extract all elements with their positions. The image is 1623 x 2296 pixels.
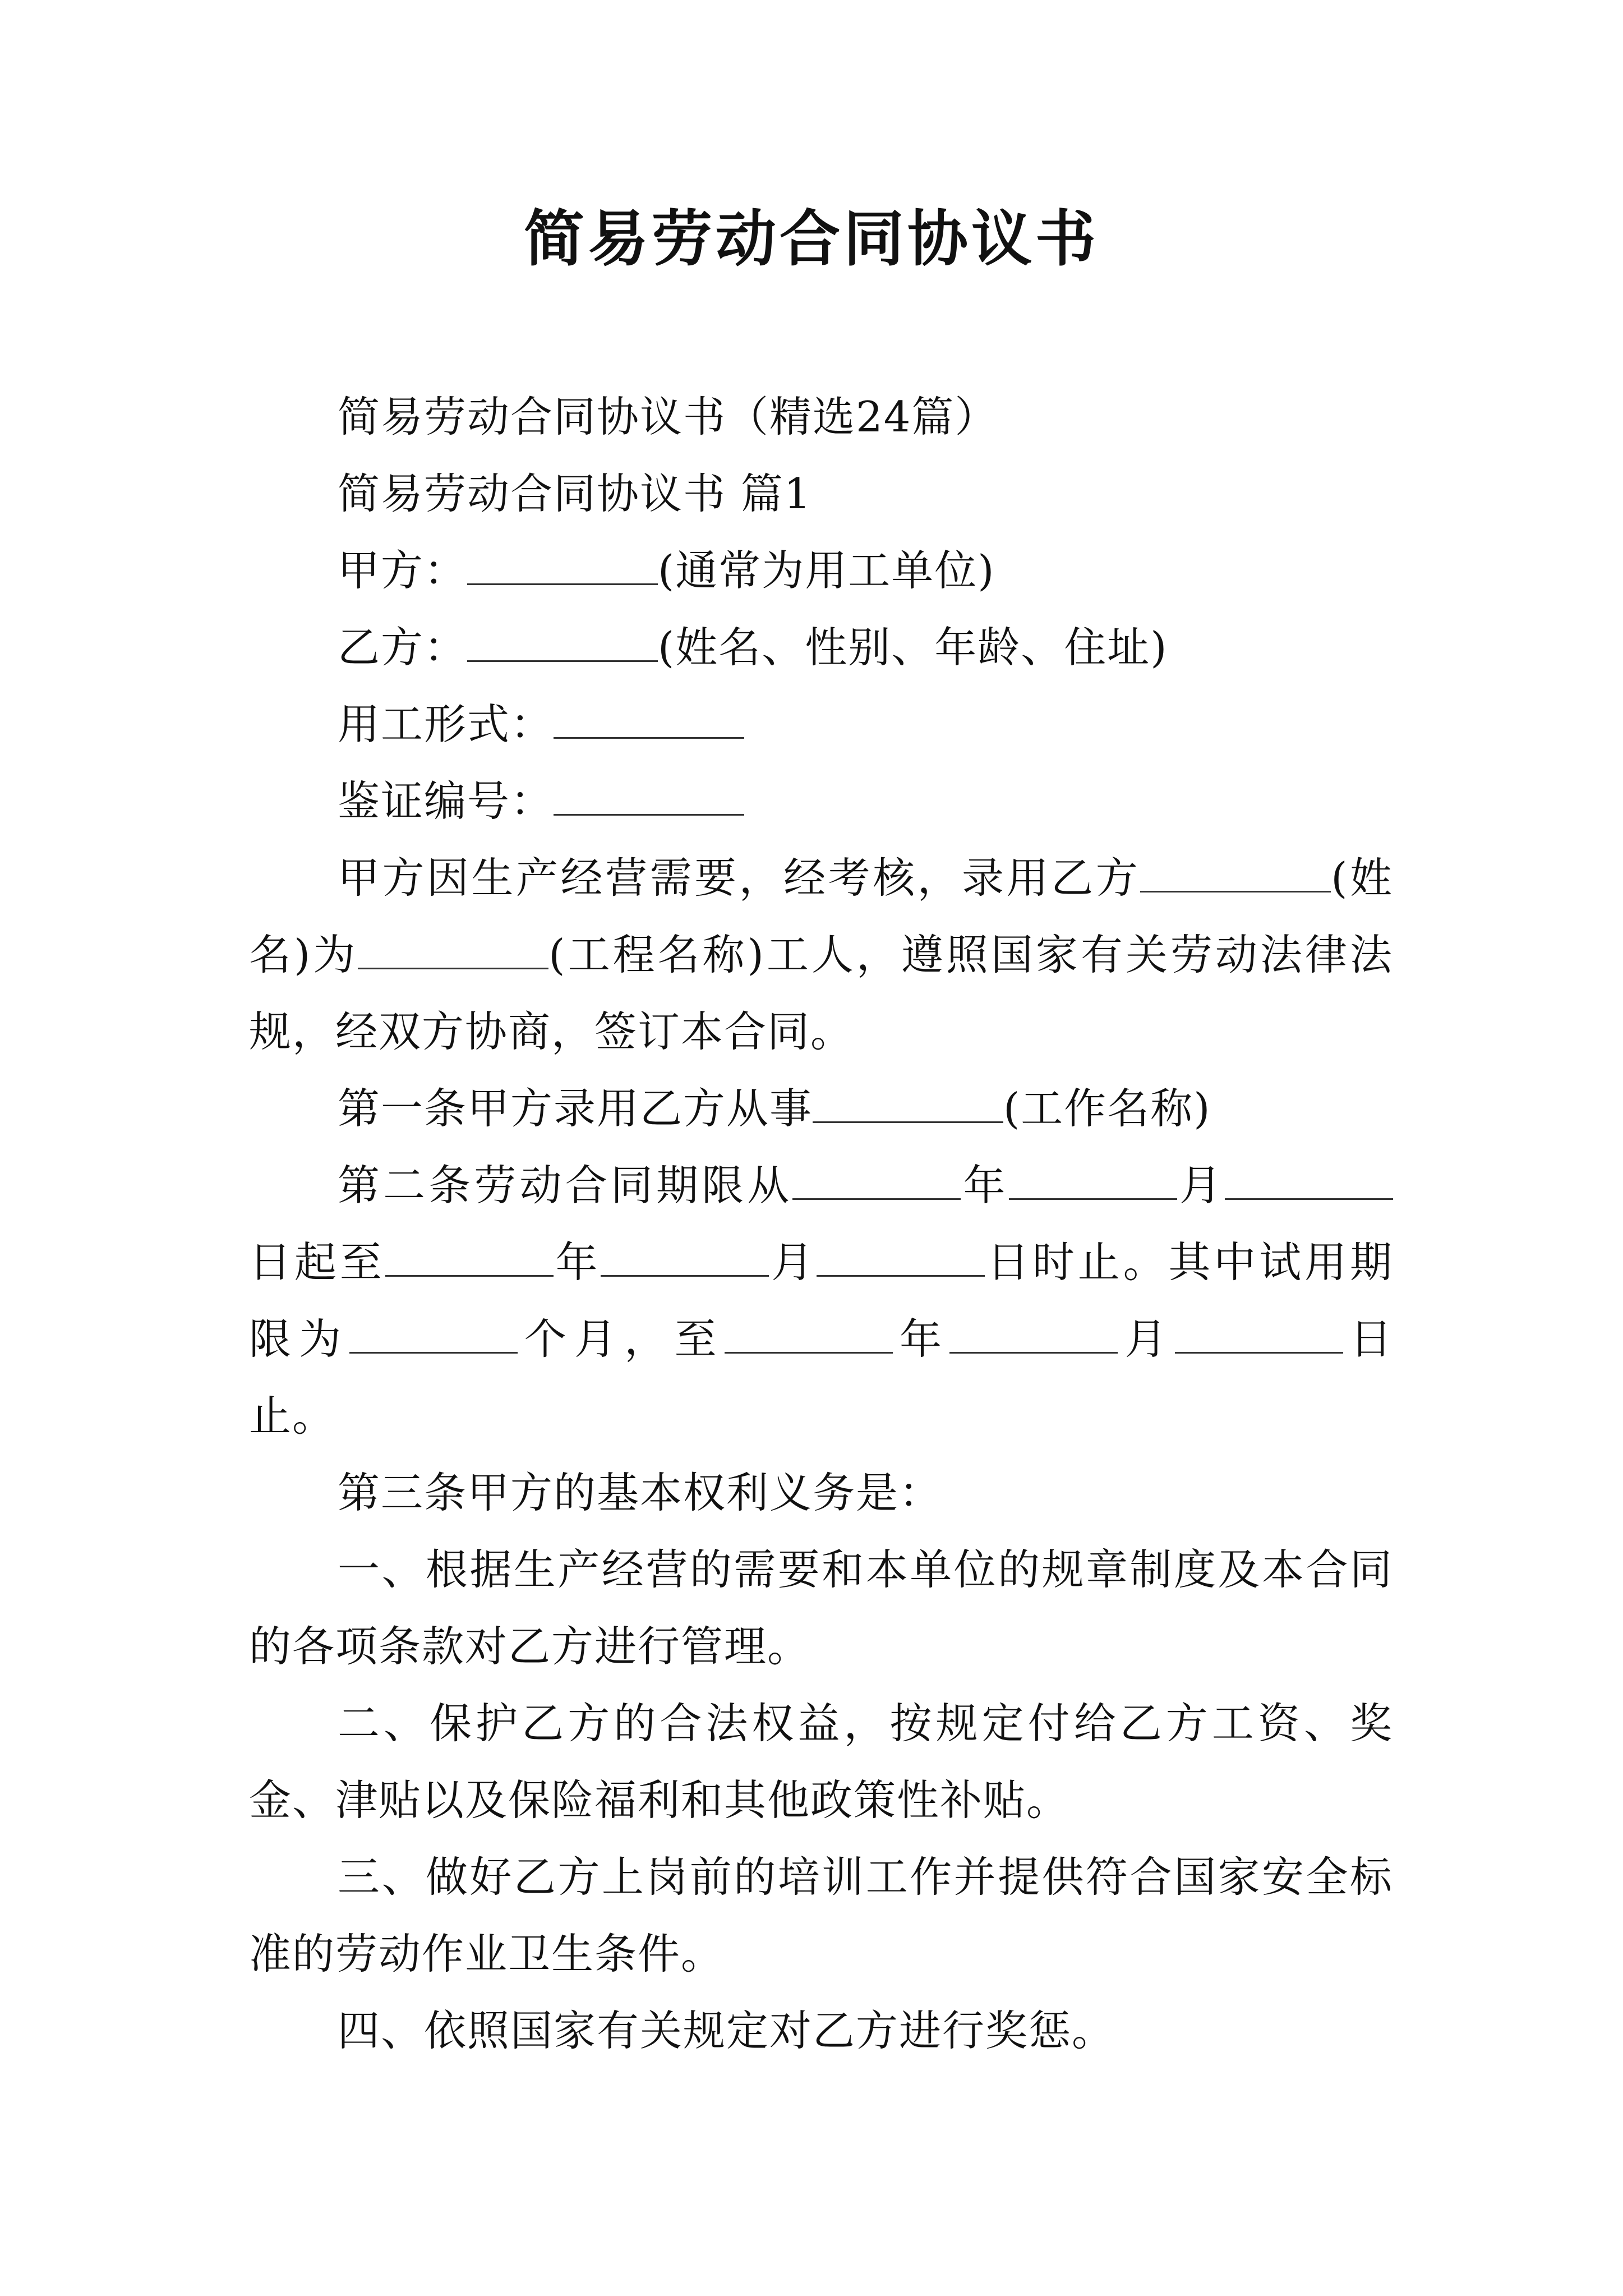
- item2-text: 二、保护乙方的合法权益，按规定付给乙方工资、奖金、津贴以及保险福利和其他政策性补贴。: [249, 1699, 1393, 1825]
- article-3-item-1: [249, 1531, 1393, 1685]
- article2-year2-label: 年: [553, 1237, 601, 1287]
- document-title: 简易劳动合同协议书: [523, 204, 1099, 274]
- article2-day3-label: 日止。: [249, 1314, 1393, 1441]
- certification-no-line: [249, 763, 1393, 840]
- article2-trial-day-blank: [1175, 1319, 1343, 1354]
- article2-month2-label: 月: [769, 1237, 817, 1287]
- employment-form-line: [249, 686, 1393, 763]
- party-b-label: 乙方：: [338, 623, 468, 672]
- employment-form-blank: [554, 705, 744, 739]
- section-heading-text: 简易劳动合同协议书 篇1: [338, 469, 812, 518]
- intro-part3: (工程名称)工人，遵照国家有关劳动法律法规，经双方协商，签订本合同。: [249, 930, 1393, 1056]
- intro-project-blank: [358, 935, 548, 969]
- party-a-note: (通常为用工单位): [658, 546, 995, 595]
- item4-text: 四、依照国家有关规定对乙方进行奖惩。: [338, 2006, 1115, 2055]
- party-a-line: [249, 532, 1393, 609]
- party-b-note: (姓名、性别、年龄、住址): [658, 623, 1168, 672]
- article2-start-year-blank: [792, 1166, 961, 1200]
- article2-day-end-label: 日时止。其中试用期限为: [249, 1237, 1393, 1364]
- article2-trial-year-blank: [725, 1319, 893, 1354]
- article2-month-label: 月: [1177, 1161, 1225, 1210]
- subtitle: [249, 379, 1393, 455]
- article-2: [249, 1147, 1393, 1455]
- article-3-heading: [249, 1455, 1393, 1531]
- article2-end-month-blank: [601, 1243, 769, 1277]
- document-body: [249, 379, 1393, 2069]
- article2-start-day-blank: [1225, 1166, 1393, 1200]
- article3-heading-text: 第三条甲方的基本权利义务是：: [338, 1468, 943, 1517]
- article-3-item-4: [249, 1993, 1393, 2069]
- article2-day-from-label: 日起至: [249, 1237, 385, 1287]
- intro-name-blank: [1140, 858, 1331, 892]
- article-3-item-3: [249, 1839, 1393, 1993]
- article2-trial-months-blank: [349, 1319, 518, 1354]
- article2-year-label: 年: [961, 1161, 1009, 1210]
- article2-trial-month-blank: [949, 1319, 1118, 1354]
- subtitle-text: 简易劳动合同协议书（精选24篇）: [338, 392, 998, 441]
- intro-part2: (姓名)为: [249, 853, 1393, 979]
- certification-no-blank: [554, 781, 744, 816]
- article1-part2: (工作名称): [1003, 1084, 1211, 1133]
- section-heading: [249, 455, 1393, 532]
- item3-text: 三、做好乙方上岗前的培训工作并提供符合国家安全标准的劳动作业卫生条件。: [249, 1852, 1393, 1978]
- party-b-line: [249, 609, 1393, 686]
- article1-part1: 第一条甲方录用乙方从事: [338, 1084, 813, 1133]
- article2-start-month-blank: [1009, 1166, 1177, 1200]
- intro-paragraph: [249, 840, 1393, 1070]
- article2-part1: 第二条劳动合同期限从: [338, 1161, 793, 1210]
- party-a-label: 甲方：: [338, 546, 468, 595]
- party-b-blank: [467, 628, 658, 662]
- party-a-blank: [467, 551, 658, 585]
- article2-month3-label: 月: [1118, 1314, 1175, 1364]
- item1-text: 一、根据生产经营的需要和本单位的规章制度及本合同的各项条款对乙方进行管理。: [249, 1545, 1393, 1671]
- article-1: [249, 1070, 1393, 1147]
- intro-part1: 甲方因生产经营需要，经考核，录用乙方: [338, 853, 1141, 903]
- article-3-item-2: [249, 1685, 1393, 1839]
- employment-form-label: 用工形式：: [338, 700, 554, 749]
- article2-months-label: 个月，至: [517, 1314, 725, 1364]
- certification-no-label: 鉴证编号：: [338, 776, 554, 826]
- article2-end-day-blank: [817, 1243, 985, 1277]
- article2-end-year-blank: [385, 1243, 554, 1277]
- article2-year3-label: 年: [892, 1314, 950, 1364]
- article1-job-blank: [813, 1089, 1003, 1123]
